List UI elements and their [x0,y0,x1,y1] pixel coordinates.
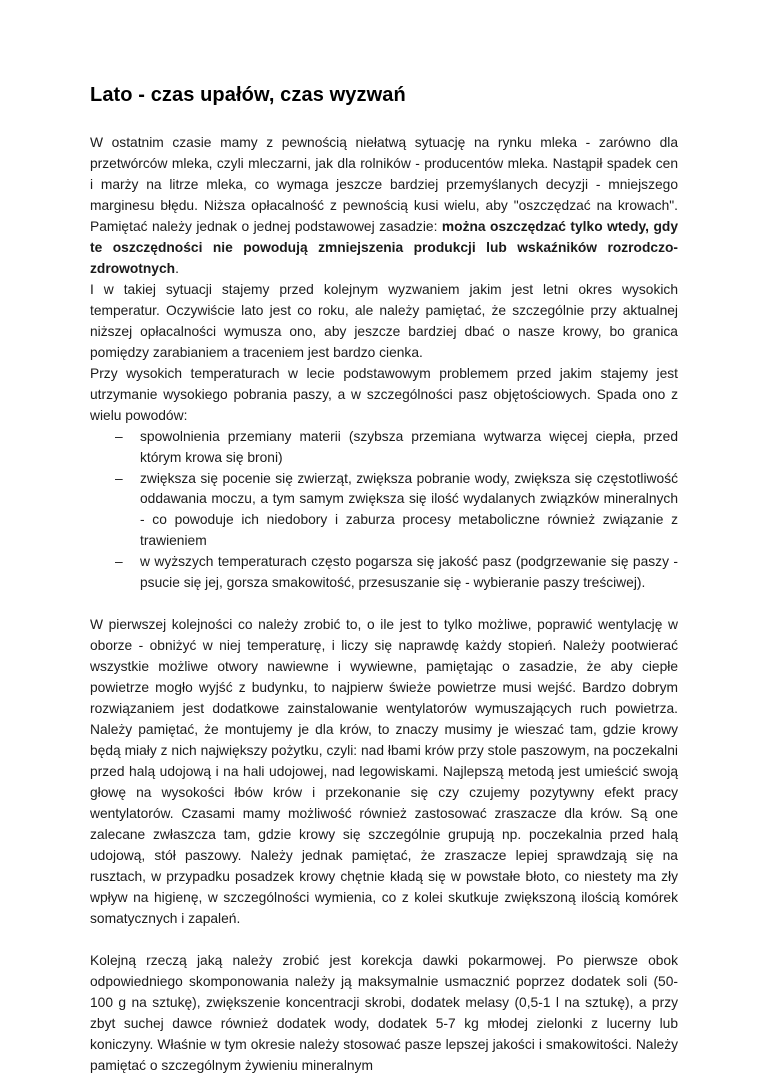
dash-marker: – [115,470,123,486]
causes-list [90,427,678,595]
intro-bold-principle: można oszczędzać tylko wtedy, gdy te oszczędności nie powodują zmniejszenia produkcji lub wskaźników rozrodczo-zdrowotnych [90,218,678,276]
list-item [115,552,678,594]
paragraph-feed-intake-problem: Przy wysokich temperaturach w lecie podstawowym problemem przed jakim stajemy jest utrzymanie wysokiego pobrania paszy, a w szczególności pasz objętościowych. Spada ono z wielu powodów: [90,365,678,423]
list-item-text: w wyższych temperaturach często pogarsza się jakość pasz (podgrzewanie się paszy - psucie się jej, gorsza smakowitość, przesuszanie się - wybieranie paszy treściwej). [140,554,678,591]
paragraph-ventilation: W pierwszej kolejności co należy zrobić to, o ile jest to tylko możliwe, poprawić wentylację w oborze - obniżyć w niej temperaturę, i liczy się naprawdę każdy stopień. Należy pootwierać wszystkie możliwe otwory nawiewne i wywiewne, pamiętając o zasadzie, że aby ciepłe powietrze mogło wyjść z budynku, to najpierw świeże powietrze musi wejść. Bardzo dobrym rozwiązaniem jest dodatkowe zainstalowanie wentylatorów wymuszających ruch powietrza. Należy pamiętać, że montujemy je dla krów, to znaczy musimy je wieszać tam, gdzie krowy będą miały z nich największy pożytku, czyli: nad łbami krów przy stole paszowym, na poczekalni przed halą udojową i na hali udojowej, nad legowiskami. Najlepszą metodą jest umieścić swoją głowę na wysokości łbów krów i przekonanie się czy czujemy pozytywny efekt pracy wentylatorów. Czasami mamy możliwość również zastosować zraszacze dla krów. Są one zalecane zwłaszcza tam, gdzie krowy się szczególnie grupują np. poczekalnia przed halą udojową, stół paszowy. Należy jednak pamiętać, że zraszacze lepiej sprawdzają się na rusztach, w przypadku posadzek krowy chętnie kładą się w powstałe błoto, co niestety ma zły wpływ na higienę, w szczególności wymienia, co z kolei skutkuje zwiększoną ilością komórek somatycznych i zapaleń. [90,617,678,926]
paragraph-feed-correction: Kolejną rzeczą jaką należy zrobić jest korekcja dawki pokarmowej. Po pierwsze obok odpowiedniego skomponowania należy ją maksymalnie usmacznić poprzez dodatek soli (50-100 g na sztukę), zwiększenie koncentracji skrobi, dodatek melasy (0,5-1 l na sztukę), a przy zbyt suchej dawce również dodatek wody, dodatek 5-7 kg młodej zielonki z lucerny lub koniczyny. Właśnie w tym okresie należy stosować pasze lepszej jakości i smakowitości. Należy pamiętać o szczególnym żywieniu mineralnym [90,952,678,1073]
intro-text: W ostatnim czasie mamy z pewnością niełatwą sytuację na rynku mleka - zarówno dla przetwórców mleka, czyli mleczarni, jak dla rolników - producentów mleka. Nastąpił spadek cen i marży na litrze mleka, co wymaga jeszcze bardziej przemyślanych decyzji - mniejszego marginesu błędu. Niższa opłacalność z pewnością kusi wielu, aby "oszczędzać na krowach". Pamiętać należy jednak o jednej podstawowej zasadzie: [90,135,678,234]
list-item [115,469,678,553]
list-item-text: zwiększa się pocenie się zwierząt, zwiększa pobranie wody, zwiększa się częstotliwość oddawania moczu, a tym samym zwiększa się ilość wydalanych związków mineralnych - co powoduje ich niedobory i zaburza procesy metaboliczne również związanie z trawieniem [140,470,678,549]
list-item-text: spowolnienia przemiany materii (szybsza przemiana wytwarza więcej ciepła, przed którym krowa się broni) [140,428,678,465]
list-item [115,427,678,469]
document-title: Lato - czas upałów, czas wyzwań [90,84,406,106]
dash-marker: – [115,554,123,570]
intro-after-bold: . [175,260,179,276]
paragraph-market-intro [90,133,678,280]
dash-marker: – [115,428,123,444]
paragraph-summer-challenge: I w takiej sytuacji stajemy przed kolejnym wyzwaniem jakim jest letni okres wysokich temperatur. Oczywiście lato jest co roku, ale należy pamiętać, że szczególnie przy aktualnej niższej opłacalności wymusza ono, aby jeszcze bardziej dbać o nasze krowy, bo granica pomiędzy zarabianiem a traceniem jest bardzo cienka. [90,281,678,360]
